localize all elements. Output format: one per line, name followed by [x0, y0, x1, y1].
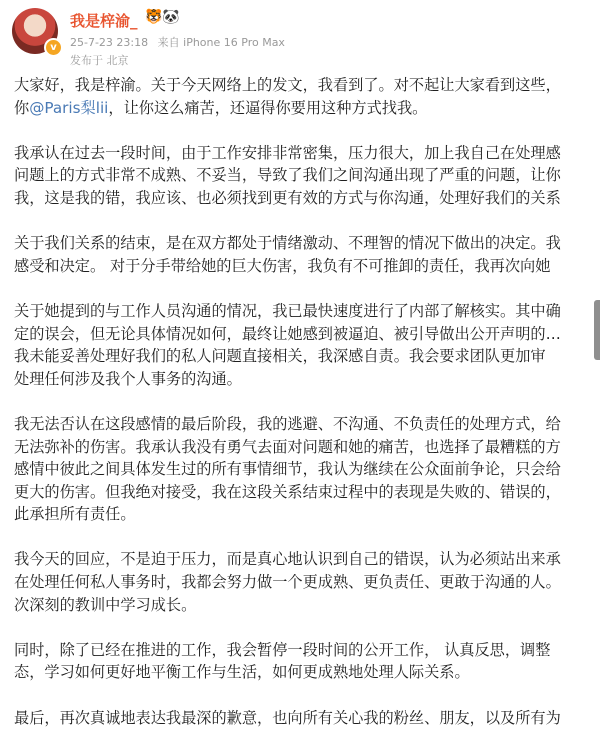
user-mention-link[interactable]: @Paris梨lii [29, 98, 109, 117]
post-line: 感受和决定。 对于分手带给她的巨大伤害，我负有不可推卸的责任，我再次向她 [14, 256, 551, 275]
post-line: 同时，除了已经在推进的工作，我会暂停一段时间的公开工作， 认真反思，调整 [14, 640, 551, 659]
line-text: ，让你这么痛苦，还逼得你要用这种方式找我。 [108, 98, 428, 117]
post-paragraph [14, 413, 600, 526]
edge-overlay [594, 300, 600, 360]
post-line: 定的误会，但无论具体情况如何，最终让她感到被逼迫、被引导做出公开声明的… [14, 324, 561, 343]
post-line: 关于她提到的与工作人员沟通的情况，我已最快速度进行了内部了解核实。其中确 [14, 301, 561, 320]
username[interactable]: 我是梓渝_ [70, 12, 138, 30]
post-line: 我无法否认在这段感情的最后阶段，我的逃避、不沟通、不负责任的处理方式，给 [14, 414, 561, 433]
post-line: 无法弥补的伤害。我承认我没有勇气去面对问题和她的痛苦，也选择了最糟糕的方 [14, 437, 561, 456]
post-line: 次深刻的教训中学习成长。 [14, 595, 197, 614]
post-paragraph [14, 639, 600, 684]
post-line: 大家好，我是梓渝。关于今天网络上的发文，我看到了。对不起让大家看到这些， [14, 76, 561, 94]
post-paragraph [14, 142, 600, 210]
post-line: 我今天的回应，不是迫于压力，而是真心地认识到自己的错误，认为必须站出来承 [14, 550, 561, 569]
post-line: 在处理任何私人事务时，我都会努力做一个更成熟、更负责任、更敢于沟通的人。 [14, 573, 561, 592]
post-date: 25-7-23 23:18 [70, 36, 149, 49]
post-paragraph [14, 232, 600, 277]
post-line: 态，学习如何更好地平衡工作与生活，如何更成熟地处理人际关系。 [14, 663, 470, 682]
post-line: 最后，再次真诚地表达我最深的歉意，也向所有关心我的粉丝、朋友，以及所有为 [14, 708, 561, 727]
post-line: 我承认在过去一段时间，由于工作安排非常密集，压力很大，加上我自己在处理感 [14, 143, 561, 162]
post-paragraph [14, 300, 600, 390]
post-meta [70, 34, 291, 50]
post-body [14, 74, 600, 752]
post-line: 更大的伤害。但我绝对接受，我在这段关系结束过程中的表现是失败的、错误的， [14, 482, 561, 501]
post-paragraph [14, 548, 600, 616]
post-header [0, 0, 600, 72]
post-line: 我，这是我的错，我应该、也必须找到更有效的方式与你沟通，处理好我们的关系 [14, 188, 561, 207]
post-paragraph [14, 707, 600, 730]
post-line: 处理任何涉及我个人事务的沟通。 [14, 369, 242, 388]
verified-badge-icon: v [44, 38, 63, 57]
line-text: 你 [14, 98, 30, 117]
post-line: 我未能妥善处理好我们的私人问题直接相关，我深感自责。我会要求团队更加审 [14, 347, 546, 366]
post-line [14, 97, 600, 120]
post-line: 问题上的方式非常不成熟、不妥当，导致了我们之间沟通出现了严重的问题，让你 [14, 166, 561, 185]
post-line: 此承担所有责任。 [14, 505, 136, 524]
post-line: 感情中彼此之间具体发生过的所有事情细节，我认为继续在公众面前争论，只会给 [14, 460, 561, 479]
post-location: 发布于 北京 [70, 54, 129, 67]
post-line: 关于我们关系的结束，是在双方都处于情绪激动、不理智的情况下做出的决定。我 [14, 234, 561, 253]
emoji-badges: 🐯🐼 [145, 9, 180, 25]
post-device: 来自 iPhone 16 Pro Max [157, 36, 285, 49]
post-paragraph [14, 74, 600, 119]
